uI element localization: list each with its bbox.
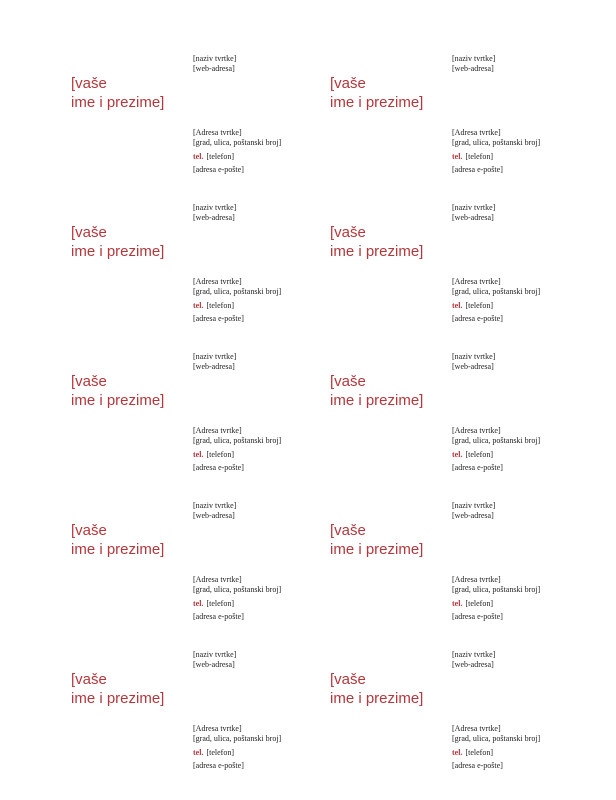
person-name [71, 521, 164, 559]
name-line-1: [vaše [330, 522, 366, 539]
person-name [330, 670, 423, 708]
phone-line [193, 301, 234, 311]
business-card [330, 203, 590, 353]
web-address: [web-adresa] [452, 511, 494, 520]
phone-number: [telefon] [206, 599, 234, 608]
phone-line [193, 152, 234, 162]
address-block [193, 277, 281, 297]
address-line-2: [grad, ulica, poštanski broj] [193, 287, 282, 296]
email-line [452, 165, 503, 175]
phone-number: [telefon] [465, 450, 493, 459]
address-block [193, 575, 281, 595]
person-name [330, 521, 423, 559]
web-address: [web-adresa] [193, 213, 235, 222]
address-block [193, 128, 281, 148]
name-line-1: [vaše [71, 373, 107, 390]
email-line [452, 314, 503, 324]
web-address: [web-adresa] [193, 362, 235, 371]
address-line-1: [Adresa tvrtke] [452, 277, 501, 286]
name-line-2: ime i prezime] [330, 243, 424, 260]
person-name [330, 372, 423, 410]
person-name [71, 670, 164, 708]
name-line-1: [vaše [71, 224, 107, 241]
address-line-2: [grad, ulica, poštanski broj] [452, 734, 541, 743]
tel-label: tel. [193, 748, 204, 757]
address-line-1: [Adresa tvrtke] [193, 575, 242, 584]
company-name: [naziv tvrtke] [193, 650, 237, 659]
email-line [452, 761, 503, 771]
address-line-1: [Adresa tvrtke] [452, 724, 501, 733]
name-line-1: [vaše [330, 373, 366, 390]
company-block [193, 203, 236, 223]
address-line-2: [grad, ulica, poštanski broj] [452, 585, 541, 594]
phone-number: [telefon] [465, 152, 493, 161]
name-line-2: ime i prezime] [330, 541, 424, 558]
business-card [71, 54, 331, 204]
name-line-2: ime i prezime] [71, 392, 165, 409]
name-line-2: ime i prezime] [330, 94, 424, 111]
company-block [193, 501, 236, 521]
company-block [452, 352, 495, 372]
address-line-1: [Adresa tvrtke] [193, 724, 242, 733]
phone-line [452, 748, 493, 758]
name-line-2: ime i prezime] [71, 94, 165, 111]
phone-number: [telefon] [206, 748, 234, 757]
phone-number: [telefon] [465, 748, 493, 757]
company-name: [naziv tvrtke] [452, 352, 496, 361]
person-name [71, 74, 164, 112]
email-line [193, 314, 244, 324]
name-line-2: ime i prezime] [71, 541, 165, 558]
email-address: [adresa e-pošte] [193, 612, 244, 621]
web-address: [web-adresa] [193, 64, 235, 73]
tel-label: tel. [452, 301, 463, 310]
business-card [330, 501, 590, 651]
company-name: [naziv tvrtke] [193, 54, 237, 63]
phone-number: [telefon] [206, 450, 234, 459]
web-address: [web-adresa] [452, 64, 494, 73]
tel-label: tel. [193, 301, 204, 310]
address-line-2: [grad, ulica, poštanski broj] [193, 436, 282, 445]
name-line-2: ime i prezime] [71, 690, 165, 707]
email-address: [adresa e-pošte] [452, 463, 503, 472]
name-line-1: [vaše [330, 224, 366, 241]
email-line [193, 463, 244, 473]
address-line-2: [grad, ulica, poštanski broj] [193, 585, 282, 594]
company-block [193, 650, 236, 670]
email-address: [adresa e-pošte] [452, 761, 503, 770]
phone-number: [telefon] [465, 301, 493, 310]
phone-line [452, 152, 493, 162]
company-block [193, 352, 236, 372]
web-address: [web-adresa] [193, 660, 235, 669]
address-line-1: [Adresa tvrtke] [452, 128, 501, 137]
company-block [452, 203, 495, 223]
email-line [452, 612, 503, 622]
address-block [193, 724, 281, 744]
email-address: [adresa e-pošte] [193, 761, 244, 770]
phone-number: [telefon] [206, 152, 234, 161]
business-card [71, 352, 331, 502]
name-line-1: [vaše [71, 75, 107, 92]
business-card [330, 352, 590, 502]
email-address: [adresa e-pošte] [193, 314, 244, 323]
name-line-2: ime i prezime] [71, 243, 165, 260]
company-name: [naziv tvrtke] [452, 501, 496, 510]
person-name [330, 223, 423, 261]
tel-label: tel. [452, 450, 463, 459]
phone-line [193, 599, 234, 609]
address-line-1: [Adresa tvrtke] [452, 426, 501, 435]
tel-label: tel. [193, 152, 204, 161]
address-line-2: [grad, ulica, poštanski broj] [193, 734, 282, 743]
email-address: [adresa e-pošte] [452, 165, 503, 174]
address-line-1: [Adresa tvrtke] [193, 426, 242, 435]
person-name [330, 74, 423, 112]
phone-line [193, 450, 234, 460]
address-line-2: [grad, ulica, poštanski broj] [193, 138, 282, 147]
address-block [452, 575, 540, 595]
tel-label: tel. [193, 599, 204, 608]
address-block [452, 277, 540, 297]
address-block [452, 128, 540, 148]
name-line-1: [vaše [71, 522, 107, 539]
name-line-2: ime i prezime] [330, 392, 424, 409]
business-card [330, 650, 590, 800]
web-address: [web-adresa] [193, 511, 235, 520]
tel-label: tel. [452, 748, 463, 757]
web-address: [web-adresa] [452, 660, 494, 669]
person-name [71, 372, 164, 410]
email-line [193, 612, 244, 622]
email-address: [adresa e-pošte] [452, 314, 503, 323]
tel-label: tel. [452, 152, 463, 161]
email-line [193, 761, 244, 771]
address-block [193, 426, 281, 446]
email-address: [adresa e-pošte] [452, 612, 503, 621]
address-line-1: [Adresa tvrtke] [193, 128, 242, 137]
address-line-2: [grad, ulica, poštanski broj] [452, 287, 541, 296]
company-block [452, 650, 495, 670]
address-line-1: [Adresa tvrtke] [193, 277, 242, 286]
address-block [452, 724, 540, 744]
address-line-2: [grad, ulica, poštanski broj] [452, 436, 541, 445]
company-name: [naziv tvrtke] [452, 54, 496, 63]
address-block [452, 426, 540, 446]
company-block [452, 501, 495, 521]
person-name [71, 223, 164, 261]
phone-line [452, 450, 493, 460]
company-block [193, 54, 236, 74]
phone-line [452, 599, 493, 609]
phone-number: [telefon] [465, 599, 493, 608]
company-name: [naziv tvrtke] [193, 203, 237, 212]
business-card [330, 54, 590, 204]
web-address: [web-adresa] [452, 213, 494, 222]
company-name: [naziv tvrtke] [193, 501, 237, 510]
business-card [71, 203, 331, 353]
address-line-1: [Adresa tvrtke] [452, 575, 501, 584]
address-line-2: [grad, ulica, poštanski broj] [452, 138, 541, 147]
email-line [193, 165, 244, 175]
phone-line [193, 748, 234, 758]
name-line-1: [vaše [71, 671, 107, 688]
company-block [452, 54, 495, 74]
tel-label: tel. [452, 599, 463, 608]
phone-number: [telefon] [206, 301, 234, 310]
name-line-1: [vaše [330, 671, 366, 688]
business-card [71, 650, 331, 800]
email-address: [adresa e-pošte] [193, 165, 244, 174]
business-card [71, 501, 331, 651]
name-line-2: ime i prezime] [330, 690, 424, 707]
phone-line [452, 301, 493, 311]
company-name: [naziv tvrtke] [452, 650, 496, 659]
email-line [452, 463, 503, 473]
name-line-1: [vaše [330, 75, 366, 92]
email-address: [adresa e-pošte] [193, 463, 244, 472]
web-address: [web-adresa] [452, 362, 494, 371]
company-name: [naziv tvrtke] [193, 352, 237, 361]
tel-label: tel. [193, 450, 204, 459]
company-name: [naziv tvrtke] [452, 203, 496, 212]
